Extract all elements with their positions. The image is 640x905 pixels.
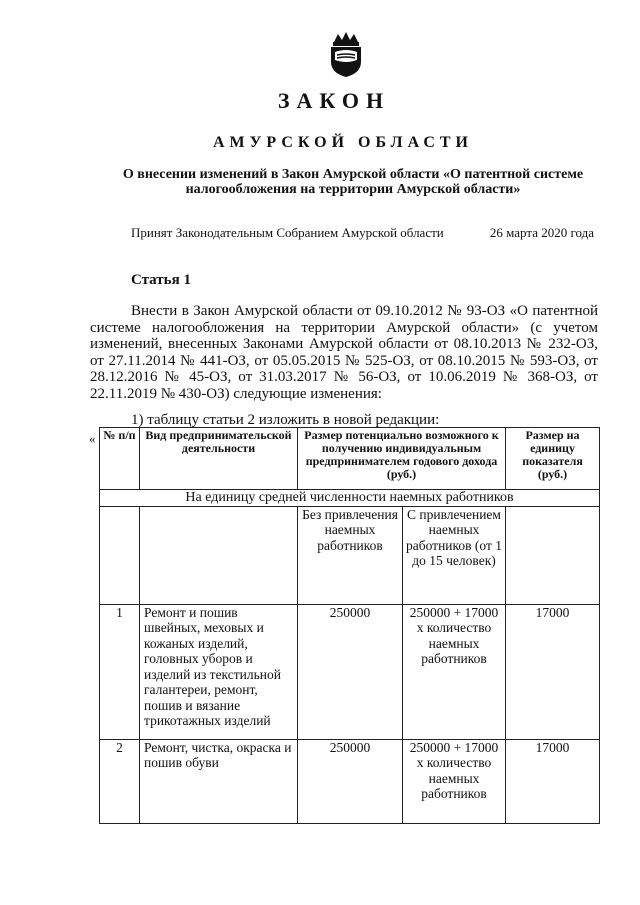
document-heading: О внесении изменений в Закон Амурской области «О патентной системе налогообложения на территории Амурской области» [122,167,584,197]
table-row [100,604,600,739]
row-without: 250000 [298,739,403,823]
row-without: 250000 [298,604,403,739]
row-activity: Ремонт и пошив швейных, меховых и кожаных изделий, головных уборов и изделий из текстильной галантереи, ремонт, пошив и вязание трикотажных изделий [140,604,298,739]
row-indicator: 17000 [506,739,600,823]
row-with: 250000 + 17000 х количество наемных работников [403,604,506,739]
article-item-1: 1) таблицу статьи 2 изложить в новой редакции: [131,412,440,428]
subheader-empty-activity [140,506,298,604]
row-num: 1 [100,604,140,739]
subheader-without: Без привлечения наемных работников [298,506,403,604]
article-paragraph: Внести в Закон Амурской области от 09.10.2012 № 93-ОЗ «О патентной системе налогообложения на территории Амурской области» (с учетом изменений, внесенных Законами Амурской области от 08.10.2013 № 232-ОЗ, от 27.11.2014 № 441-ОЗ, от 05.05.2015 № 525-ОЗ, от 08.10.2015 № 593-ОЗ, от 28.12.2016 № 45-ОЗ, от 31.03.2017 № 56-ОЗ, от 10.06.2019 № 368-ОЗ, от 22.11.2019 № 430-ОЗ) следующие изменения: [90,303,598,402]
header-income: Размер потенциально возможного к получению индивидуальным предпринимателем годового дохода (руб.) [298,428,506,490]
opening-quote: « [89,431,96,446]
document-subtitle: АМУРСКОЙ ОБЛАСТИ [213,134,473,151]
header-activity: Вид предпринимательской деятельности [140,428,298,490]
row-num: 2 [100,739,140,823]
header-indicator: Размер на единицу показателя (руб.) [506,428,600,490]
table-header-row [100,428,600,490]
table-row [100,739,600,823]
document-title: ЗАКОН [277,88,391,113]
subheader-empty-indicator [506,506,600,604]
article-title: Статья 1 [131,272,191,288]
adopted-date: 26 марта 2020 года [489,225,594,240]
subheader-with: С привлечением наемных работников (от 1 до 15 человек) [403,506,506,604]
subheader-empty-num [100,506,140,604]
section-label: На единицу средней численности наемных работников [100,490,600,507]
tax-table [99,427,600,824]
coat-of-arms-emblem [326,28,366,78]
row-activity: Ремонт, чистка, окраска и пошив обуви [140,739,298,823]
adopted-by: Принят Законодательным Собранием Амурской области [131,225,444,240]
row-indicator: 17000 [506,604,600,739]
row-with: 250000 + 17000 х количество наемных работников [403,739,506,823]
header-num: № п/п [100,428,140,490]
table-section-row [100,490,600,507]
table-subheader-row [100,506,600,604]
